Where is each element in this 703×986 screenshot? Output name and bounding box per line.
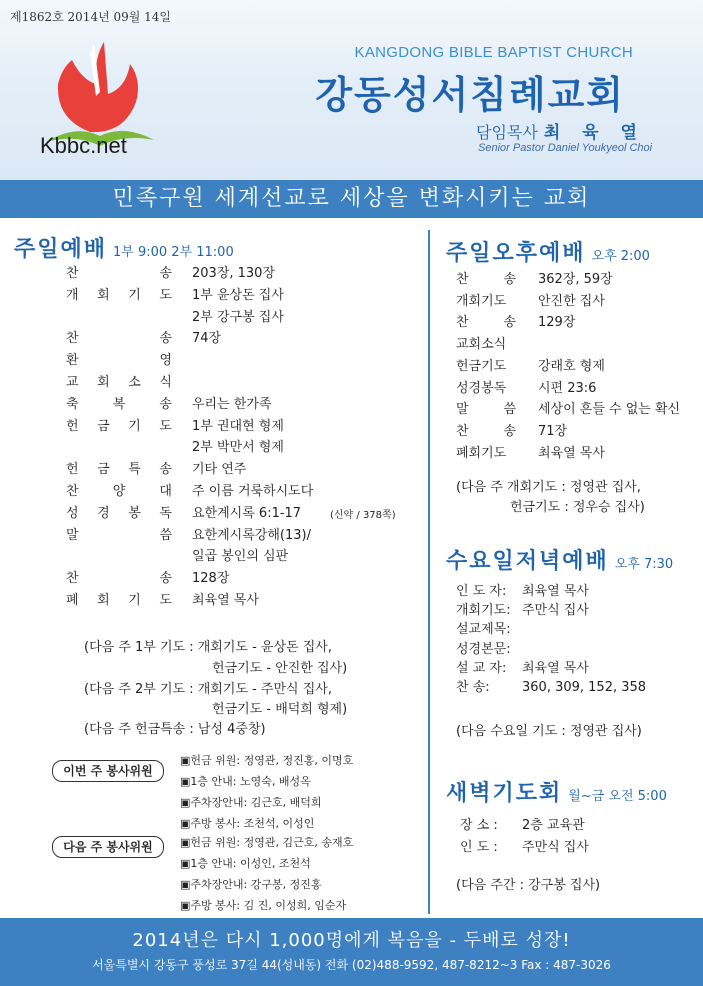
- order-value: 1부 권대현 형제: [192, 418, 284, 434]
- order-value: 세상이 흔들 수 없는 확신: [538, 402, 681, 418]
- order-label: 교회소식: [456, 337, 507, 353]
- order-row: [456, 622, 686, 638]
- order-row: [66, 375, 406, 391]
- order-value: 129장: [538, 315, 576, 331]
- order-value: 최육열 목사: [192, 593, 259, 608]
- order-value: 362장, 59장: [538, 272, 613, 287]
- next-note: 헌금기도 : 정우승 집사): [510, 500, 645, 515]
- scripture-ref: (신약 / 378쪽): [330, 509, 396, 521]
- order-value: 최육열 목사: [522, 584, 589, 599]
- order-value: 강래호 형제: [538, 358, 605, 374]
- order-value: 기타 연주: [192, 462, 247, 478]
- order-row: [66, 266, 406, 282]
- column-divider: [428, 230, 430, 914]
- order-row: [456, 680, 686, 696]
- order-label: 장 소 :: [460, 818, 498, 833]
- order-row: [456, 446, 676, 462]
- order-label: 환 영: [66, 353, 172, 369]
- order-row: [66, 353, 406, 369]
- order-row: [460, 840, 680, 856]
- order-value: 최육열 목사: [538, 445, 605, 461]
- order-label: 폐회기도: [456, 445, 507, 461]
- order-label: 찬 양 대: [66, 484, 172, 499]
- order-value: 2층 교육관: [522, 818, 585, 833]
- order-label: 설 교 자:: [456, 660, 507, 676]
- order-row: [66, 440, 406, 456]
- order-value: 요한계시록 6:1-17: [192, 505, 302, 521]
- pastor-line: [476, 118, 645, 143]
- order-value: 주만식 집사: [522, 603, 589, 619]
- next-note: (다음 주 2부 기도 : 개회기도 - 주만식 집사,: [84, 682, 332, 697]
- order-label: 교 회 소 식: [66, 375, 172, 390]
- pastor-name: 최 육 열: [543, 123, 645, 143]
- volunteer-line: ▣주방 봉사: 조천석, 이성인: [180, 817, 315, 830]
- next-note: (다음 수요일 기도 : 정영관 집사): [456, 724, 642, 739]
- order-label: 찬 송: [66, 571, 172, 587]
- next-note: (다음 주 개회기도 : 정영관 집사,: [456, 480, 641, 495]
- order-label: 성경본문:: [456, 641, 511, 657]
- order-value: 안진한 집사: [538, 293, 605, 309]
- volunteer-line: ▣헌금 위원: 정영관, 정진홍, 이명호: [180, 754, 354, 767]
- order-label: 축 복 송: [66, 396, 172, 412]
- afternoon-service-time: 오후 2:00: [591, 249, 650, 264]
- church-name-ko: 강동성서침례교회: [315, 73, 625, 117]
- order-row: [456, 584, 686, 600]
- order-row: [456, 381, 676, 397]
- order-row: [456, 603, 686, 619]
- wednesday-service-title: 수요일저녁예배 오후 7:30: [446, 549, 674, 574]
- header: [0, 0, 703, 180]
- order-row: [66, 484, 406, 500]
- order-value: 요한계시록강해(13)/: [192, 527, 311, 543]
- order-row: [66, 571, 406, 587]
- order-value: 2부 강구봉 집사: [192, 309, 284, 325]
- order-row: [456, 337, 676, 353]
- order-label: 말 씀: [66, 527, 172, 543]
- order-row: [460, 818, 680, 834]
- order-label: 폐 회 기 도: [66, 593, 172, 608]
- order-value: 최육열 목사: [522, 660, 589, 676]
- next-note: (다음 주 1부 기도 : 개회기도 - 윤상돈 집사,: [84, 640, 332, 655]
- order-label: 찬 송: [456, 315, 516, 331]
- banner: 민족구원 세계선교로 세상을 변화시키는 교회: [0, 180, 703, 218]
- order-row: [456, 402, 681, 418]
- volunteer-line: ▣주차장안내: 강구봉, 정진홍: [180, 878, 322, 891]
- volunteer-line: ▣헌금 위원: 정영관, 김근호, 송재호: [180, 836, 354, 849]
- order-label: 인 도 자:: [456, 584, 507, 599]
- order-label: 인 도 :: [460, 840, 498, 855]
- order-label: 헌 금 기 도: [66, 418, 172, 434]
- volunteer-line: ▣주차장안내: 김근호, 배덕희: [180, 796, 322, 809]
- order-value: 주 이름 거룩하시도다: [192, 484, 314, 499]
- order-value: 일곱 봉인의 심판: [192, 549, 289, 565]
- order-value: 우리는 한가족: [192, 396, 272, 412]
- pastor-en: Senior Pastor Daniel Youkyeol Choi: [478, 142, 653, 154]
- order-value: 주만식 집사: [522, 840, 589, 855]
- next-note: (다음 주간 : 강구봉 집사): [456, 878, 601, 893]
- afternoon-service-title: 주일오후예배 오후 2:00: [446, 241, 650, 266]
- order-label: 성 경 봉 독: [66, 505, 172, 521]
- order-value: 2부 박만서 형제: [192, 440, 284, 456]
- volunteer-line: ▣1층 안내: 이성인, 조천석: [180, 857, 311, 870]
- order-row: [66, 397, 406, 413]
- order-label: 말 씀: [456, 402, 516, 418]
- footer-address: 서울특별시 강동구 풍성로 37길 44(성내동) 전화 (02)488-9592, 487-8212~3 Fax : 487-3026: [92, 958, 611, 972]
- order-label: 개 회 기 도: [66, 287, 172, 303]
- order-row: [456, 424, 676, 440]
- order-row: [66, 331, 406, 347]
- order-row: [456, 642, 686, 658]
- order-label: 성경봉독: [456, 380, 507, 396]
- order-row: [456, 272, 676, 288]
- order-label: 헌금기도: [456, 358, 507, 374]
- order-row: [66, 549, 406, 565]
- order-row: [456, 315, 676, 331]
- next-week-volunteers-label: 다음 주 봉사위원: [52, 836, 164, 858]
- this-week-volunteers-label: 이번 주 봉사위원: [52, 760, 164, 782]
- order-value: 203장, 130장: [192, 266, 276, 281]
- order-row: [456, 661, 686, 677]
- volunteer-line: ▣주방 봉사: 김 진, 이성희, 임순자: [180, 899, 347, 912]
- order-value: 74장: [192, 331, 222, 347]
- dawn-prayer-time: 월~금 오전 5:00: [568, 789, 667, 804]
- order-label: 설교제목:: [456, 622, 511, 638]
- volunteer-line: ▣1층 안내: 노영숙, 배성옥: [180, 775, 311, 788]
- order-row: [66, 506, 406, 522]
- order-row: [66, 528, 406, 544]
- wednesday-service-time: 오후 7:30: [614, 557, 674, 572]
- order-label: 찬 송: [66, 331, 172, 347]
- order-value: 71장: [538, 423, 568, 439]
- order-label: 찬 송: [456, 272, 516, 287]
- order-value: 1부 윤상돈 집사: [192, 287, 284, 303]
- order-row: [66, 288, 406, 304]
- order-label: 찬 송: [456, 423, 516, 439]
- pastor-title: 담임목사: [476, 123, 538, 142]
- order-label: 찬 송:: [456, 680, 490, 695]
- next-note: (다음 주 헌금특송 : 남성 4중창): [84, 722, 266, 737]
- next-note: 헌금기도 - 배덕희 형제): [212, 702, 348, 717]
- order-label: 개회기도:: [456, 603, 511, 619]
- issue-info: 제1862호 2014년 09월 14일: [10, 10, 172, 24]
- order-label: 찬 송: [66, 266, 172, 281]
- footer-slogan: 2014년은 다시 1,000명에게 복음을 - 두배로 성장!: [132, 930, 571, 951]
- logo-text: Kbbc.net: [40, 133, 127, 158]
- order-row: [456, 359, 676, 375]
- order-label: 헌 금 특 송: [66, 462, 172, 478]
- next-note: 헌금기도 - 안진한 집사): [212, 661, 348, 676]
- order-label: 개회기도: [456, 293, 507, 309]
- sunday-service-time: 1부 9:00 2부 11:00: [113, 245, 234, 260]
- church-name-en: KANGDONG BIBLE BAPTIST CHURCH: [354, 44, 633, 61]
- order-row: [66, 310, 406, 326]
- order-row: [66, 462, 406, 478]
- footer: [0, 918, 703, 986]
- order-row: [456, 294, 676, 310]
- order-value: 시편 23:6: [538, 380, 597, 396]
- order-row: [66, 593, 406, 609]
- order-value: 128장: [192, 571, 230, 587]
- sunday-service-title: 주일예배 1부 9:00 2부 11:00: [14, 237, 234, 262]
- order-value: 360, 309, 152, 358: [522, 680, 647, 695]
- dawn-prayer-title: 새벽기도회 월~금 오전 5:00: [446, 781, 667, 806]
- order-row: [66, 419, 406, 435]
